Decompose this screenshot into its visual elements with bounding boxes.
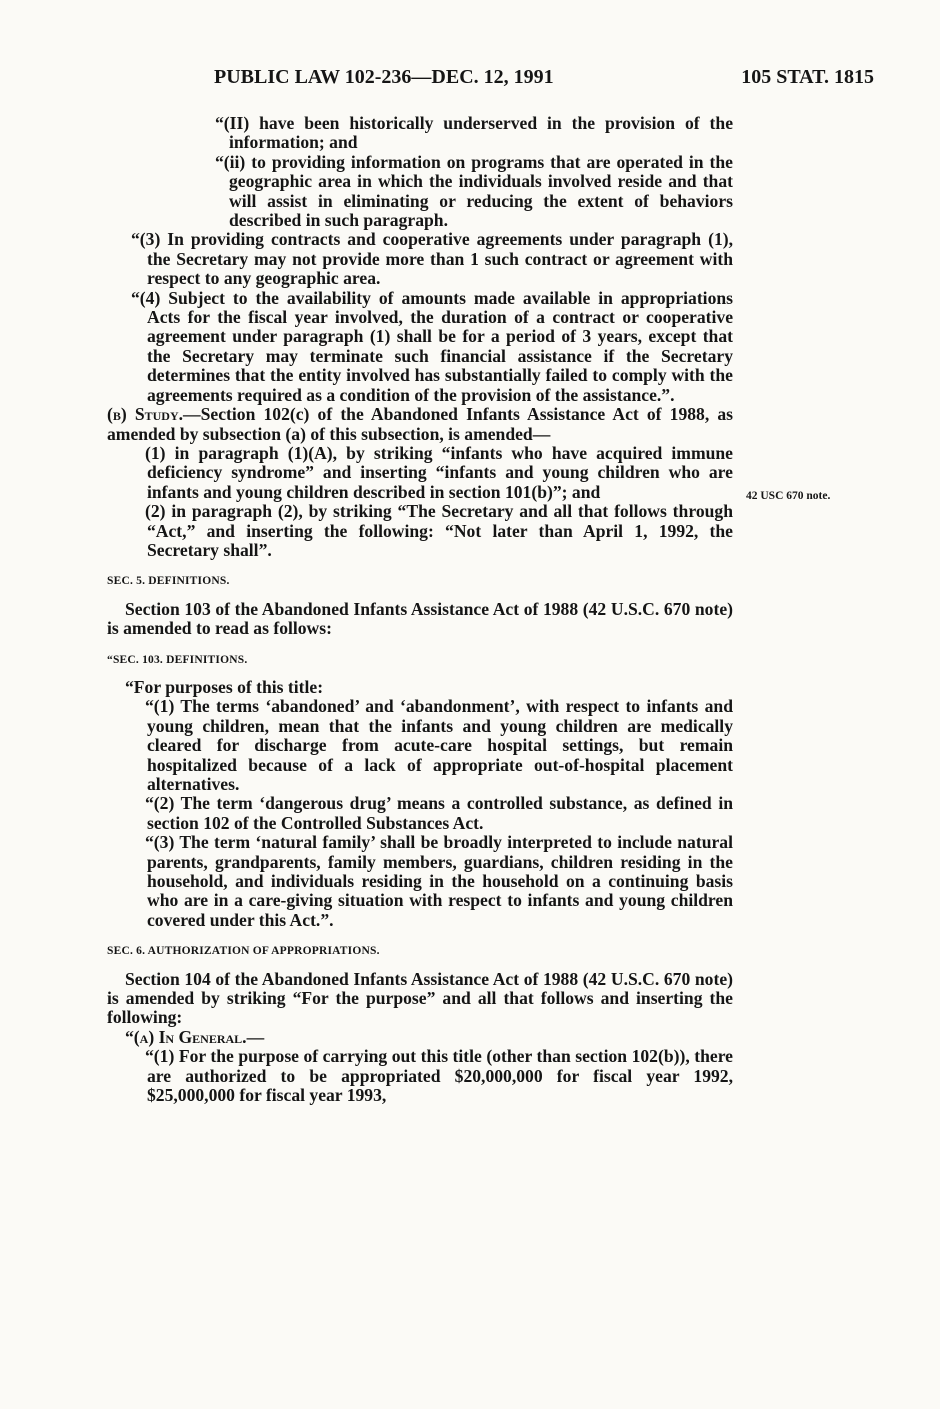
sec-6-text: Section 104 of the Abandoned Infants Assistance Act of 1988 (42 U.S.C. 670 note) is amended by striking “For the purpose” and all that follows and inserting the following:	[107, 968, 733, 1028]
subsection-b-label: (b) Study.	[107, 404, 184, 425]
paragraph-4: “(4) Subject to the availability of amounts made available in appropriations Acts for the fiscal year involved, the duration of a contract or cooperative agreement under paragraph (1) shall be for a period of 3 years, except that the Secretary may terminate such financial assistance if the Secretary determines that the entity involved has substantially failed to comply with the agreements required as a condition of the provision of the assistance.”.	[131, 287, 733, 405]
clause-ii: “(ii) to providing information on programs that are operated in the geographic area in which the individuals involved reside and that will assist in eliminating or reducing the extent of behaviors described in such paragraph.	[215, 151, 733, 231]
definition-2: “(2) The term ‘dangerous drug’ means a controlled substance, as defined in section 102 of the Controlled Substances Act.	[145, 793, 733, 833]
amendment-1: (1) in paragraph (1)(A), by striking “infants who have acquired immune deficiency syndrome” and inserting “infants and young children who are infants and young children described in section 101(b)”; and	[145, 442, 733, 502]
sec-5-heading: SEC. 5. DEFINITIONS.	[107, 575, 230, 588]
clause-ii-caps: “(II) have been historically underserved in the provision of the information; and	[215, 113, 733, 153]
sec-5-text: Section 103 of the Abandoned Infants Assistance Act of 1988 (42 U.S.C. 670 note) is amended to read as follows:	[107, 598, 733, 639]
subsection-b-text: —Section 102(c) of the Abandoned Infants Assistance Act of 1988, as amended by subsection (a) of this subsection, is amended—	[107, 404, 734, 444]
stat-page-number: 105 STAT. 1815	[741, 66, 874, 88]
page-header	[108, 66, 878, 96]
definition-1: “(1) The terms ‘abandoned’ and ‘abandonment’, with respect to infants and young children, mean that the infants and young children are medically cleared for discharge from acute-care hospital settings, but remain hospitalized because of a lack of appropriate out-of-hospital placement alternatives.	[145, 696, 733, 794]
definition-3: “(3) The term ‘natural family’ shall be broadly interpreted to include natural parents, grandparents, family members, guardians, children residing in the household, and individuals residing in the household on a continuing basis who are in a care-giving situation with respect to infants and young children covered under this Act.”.	[145, 832, 733, 930]
subsection-a-heading: “(a) In General.—	[125, 1026, 265, 1047]
paragraph-3: “(3) In providing contracts and cooperative agreements under paragraph (1), the Secretary may not provide more than 1 such contract or agreement with respect to any geographic area.	[131, 229, 733, 289]
sec-6-heading: SEC. 6. AUTHORIZATION OF APPROPRIATIONS.	[107, 945, 380, 958]
amendment-2: (2) in paragraph (2), by striking “The Secretary and all that follows through “Act,” and inserting the following: “Not later than April 1, 1992, the Secretary shall”.	[145, 501, 733, 560]
sec-103-heading: “SEC. 103. DEFINITIONS.	[107, 653, 248, 666]
sec-103-intro: “For purposes of this title:	[125, 676, 324, 697]
document-body	[107, 114, 733, 1106]
appropriations-1: “(1) For the purpose of carrying out this title (other than section 102(b)), there are authorized to be appropriated $20,000,000 for fiscal year 1992, $25,000,000 for fiscal year 1993,	[145, 1046, 733, 1106]
public-law-heading: PUBLIC LAW 102-236—DEC. 12, 1991	[214, 66, 554, 88]
subsection-b	[107, 405, 733, 444]
margin-citation-note: 42 USC 670 note.	[746, 490, 831, 502]
